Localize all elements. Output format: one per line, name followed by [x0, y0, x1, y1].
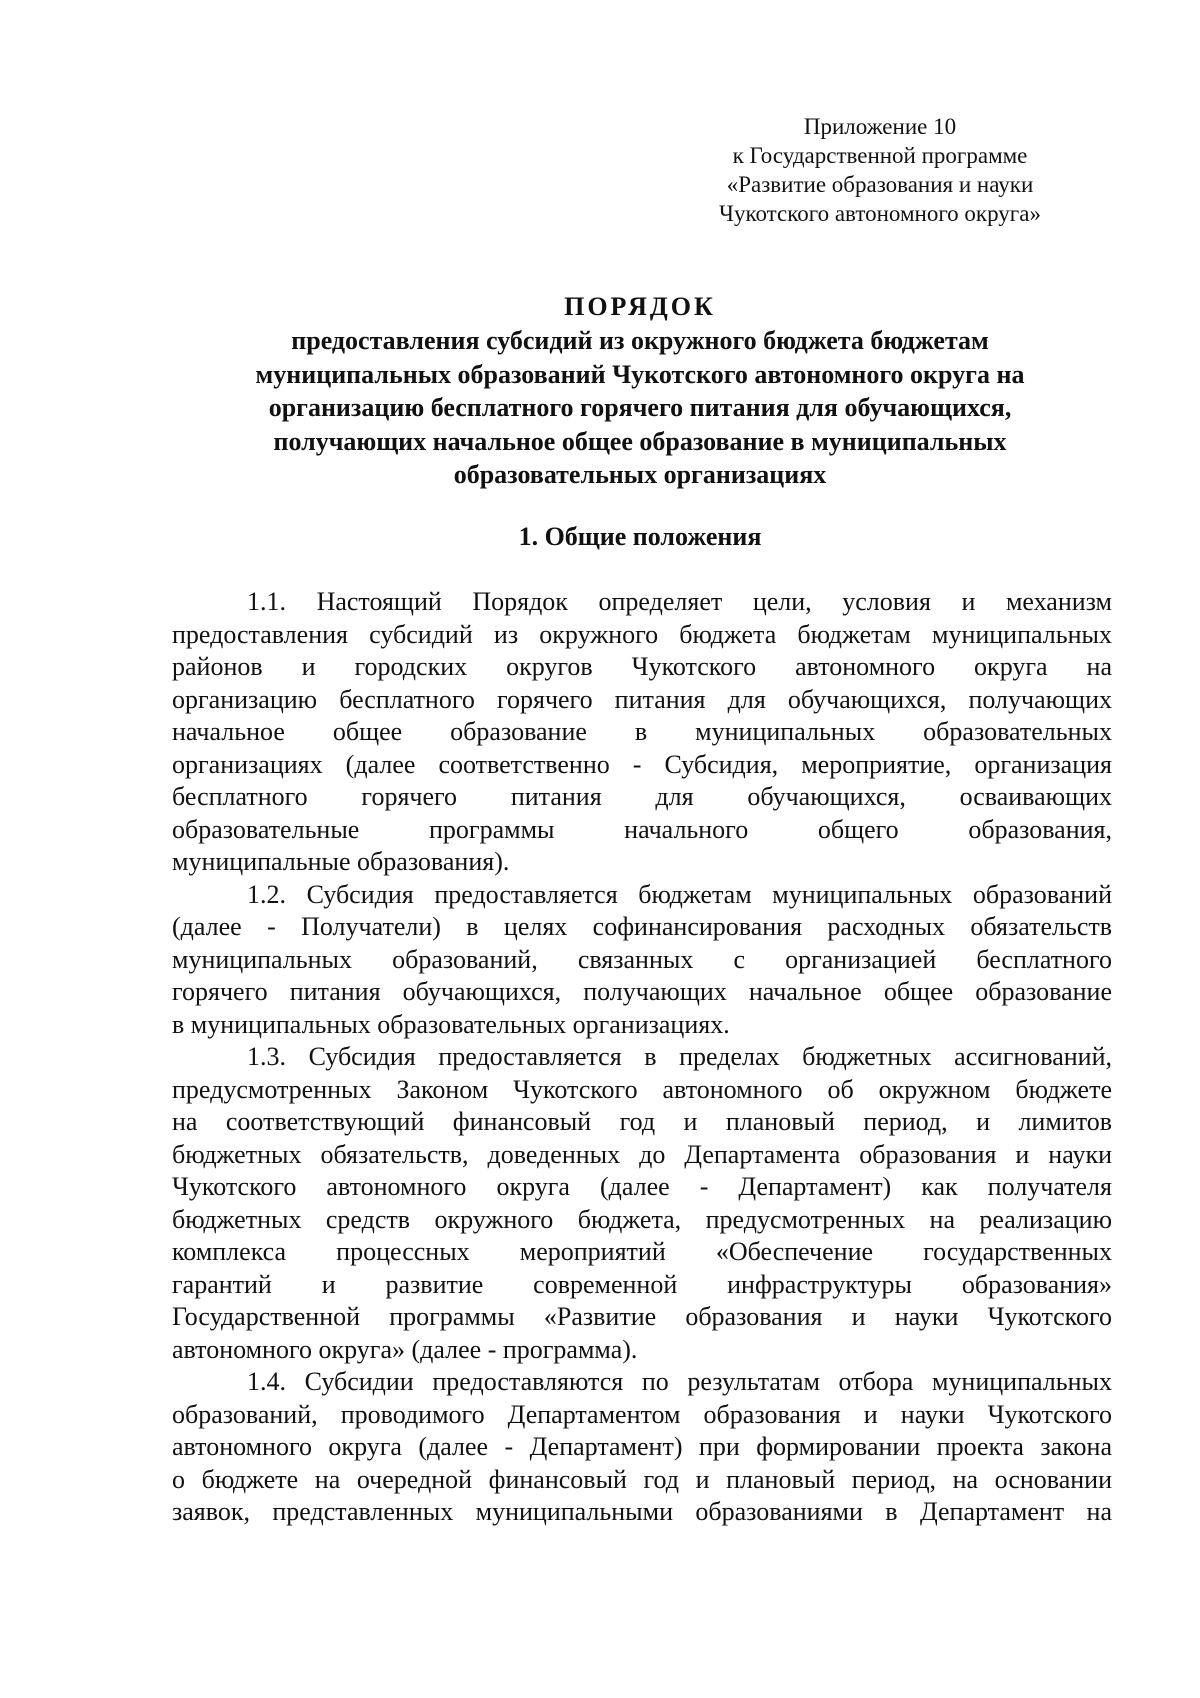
paragraph-1-4-line: заявок, представленных муниципальными образованиями в Департамент на: [172, 1497, 1112, 1526]
paragraph-1-3-line: автономного округа» (далее - программа).: [172, 1334, 638, 1364]
paragraph-1-3-line: бюджетных обязательств, доведенных до Департамента образования и науки: [172, 1139, 1112, 1169]
document-title: ПОРЯДОК: [564, 292, 716, 321]
paragraph-1-3-line: 1.3. Субсидия предоставляется в пределах бюджетных ассигнований,: [247, 1042, 1112, 1071]
appendix-line: Приложение 10: [803, 114, 957, 139]
document-subtitle: [170, 324, 1110, 492]
appendix-note: [690, 112, 1070, 228]
paragraph-1-2-line: 1.2. Субсидия предоставляется бюджетам муниципальных образований: [247, 879, 1112, 909]
paragraph-1-3-line: бюджетных средств окружного бюджета, предусмотренных на реализацию: [172, 1204, 1112, 1234]
paragraph-1-3-line: гарантий и развитие современной инфраструктуры образования»: [172, 1269, 1112, 1299]
paragraph-1-3-line: Чукотского автономного округа (далее - Департамент) как получателя: [172, 1172, 1112, 1201]
paragraph-1-3-line: предусмотренных Законом Чукотского автономного об окружном бюджете: [172, 1074, 1112, 1104]
paragraph-1-4-line: о бюджете на очередной финансовый год и плановый период, на основании: [172, 1464, 1112, 1494]
subtitle-line: предоставления субсидий из окружного бюджета бюджетам: [291, 326, 989, 355]
paragraph-1-4-line: автономного округа (далее - Департамент) при формировании проекта закона: [172, 1432, 1112, 1461]
paragraph-1-3-line: комплекса процессных мероприятий «Обеспечение государственных: [172, 1237, 1112, 1266]
subtitle-line: организацию бесплатного горячего питания для обучающихся,: [268, 393, 1012, 422]
appendix-line: Чукотского автономного округа»: [719, 201, 1041, 226]
appendix-line: «Развитие образования и науки: [726, 172, 1034, 197]
paragraph-1-1-line: организацию бесплатного горячего питания для обучающихся, получающих: [172, 684, 1112, 714]
paragraph-1-1-line: муниципальные образования).: [172, 847, 510, 876]
paragraph-1-1-line: 1.1. Настоящий Порядок определяет цели, условия и механизм: [247, 587, 1112, 616]
paragraph-1-1-line: бесплатного горячего питания для обучающихся, осваивающих: [172, 782, 1112, 811]
paragraph-1-3-line: Государственной программы «Развитие образования и науки Чукотского: [172, 1302, 1112, 1331]
paragraph-1-4-line: 1.4. Субсидии предоставляются по результатам отбора муниципальных: [247, 1367, 1112, 1396]
paragraph-1-1-line: организациях (далее соответственно - Субсидия, мероприятие, организация: [172, 749, 1112, 779]
appendix-line: к Государственной программе: [732, 143, 1028, 168]
paragraph-1-1-line: предоставления субсидий из окружного бюджета бюджетам муниципальных: [172, 619, 1112, 649]
paragraph-1-3-line: на соответствующий финансовый год и плановый период, и лимитов: [172, 1107, 1112, 1136]
subtitle-line: образовательных организациях: [453, 460, 827, 489]
title-block: [170, 290, 1110, 492]
paragraph-1-1-line: начальное общее образование в муниципальных образовательных: [172, 717, 1112, 746]
subtitle-line: получающих начальное общее образование в муниципальных: [273, 426, 1007, 456]
paragraph-1-1-line: образовательные программы начального общего образования,: [172, 814, 1112, 844]
paragraph-1-2-line: в муниципальных образовательных организациях.: [172, 1009, 730, 1039]
paragraph-1-2-line: (далее - Получатели) в целях софинансирования расходных обязательств: [172, 912, 1112, 941]
body-text: [172, 586, 1112, 1529]
paragraph-1-2-line: горячего питания обучающихся, получающих начальное общее образование: [172, 977, 1112, 1006]
section-heading: 1. Общие положения: [518, 522, 762, 551]
subtitle-line: муниципальных образований Чукотского автономного округа на: [255, 359, 1025, 389]
paragraph-1-1-line: районов и городских округов Чукотского автономного округа на: [172, 652, 1112, 681]
paragraph-1-4-line: образований, проводимого Департаментом образования и науки Чукотского: [172, 1399, 1112, 1429]
paragraph-1-2-line: муниципальных образований, связанных с организацией бесплатного: [172, 944, 1112, 974]
